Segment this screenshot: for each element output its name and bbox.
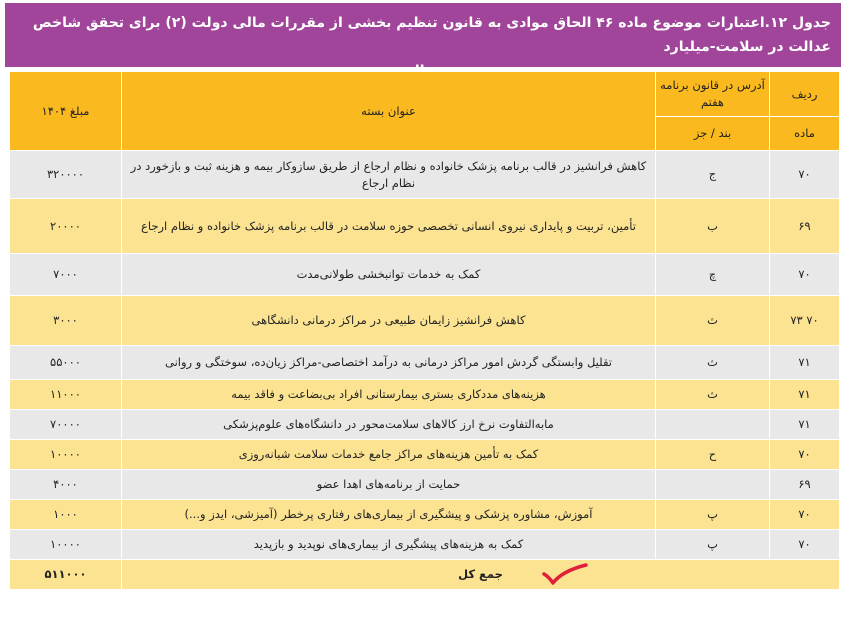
table-row (10, 440, 840, 470)
cell-article: ۷۱ (770, 410, 840, 440)
cell-clause (656, 410, 770, 440)
total-label: جمع کل (122, 560, 840, 590)
cell-package-title: آموزش، مشاوره پزشکی و پیشگیری از بیماری‌های رفتاری پرخطر (آمیزشی، ایدز و...) (122, 500, 656, 530)
cell-article: ۶۹ (770, 199, 840, 254)
cell-article: ۷۰ (770, 151, 840, 199)
header-package-title: عنوان بسته (122, 72, 656, 151)
cell-amount: ۲۰۰۰۰ (10, 199, 122, 254)
cell-clause: ث (656, 346, 770, 380)
cell-clause: ب (656, 199, 770, 254)
cell-amount: ۳۰۰۰ (10, 296, 122, 346)
cell-article: ۷۰ (770, 440, 840, 470)
cell-article: ۷۱ (770, 346, 840, 380)
table-row (10, 380, 840, 410)
cell-article: ۷۰ (770, 500, 840, 530)
cell-clause: پ (656, 530, 770, 560)
cell-amount: ۷۰۰۰ (10, 254, 122, 296)
cell-amount: ۱۰۰۰ (10, 500, 122, 530)
table-row (10, 151, 840, 199)
cell-package-title: کمک به خدمات توانبخشی طولانی‌مدت (122, 254, 656, 296)
cell-article: ۷۰ (770, 254, 840, 296)
cell-article: ۷۰ (770, 530, 840, 560)
total-amount: ۵۱۱۰۰۰ (10, 560, 122, 590)
cell-clause: ج (656, 151, 770, 199)
table-row (10, 410, 840, 440)
cell-package-title: تقلیل وابستگی گردش امور مراکز درمانی به درآمد اختصاصی-مراکز زیان‌ده، سوختگی و روانی (122, 346, 656, 380)
cell-clause: ح (656, 440, 770, 470)
cell-amount: ۴۰۰۰ (10, 470, 122, 500)
cell-article: ۷۰ ۷۳ (770, 296, 840, 346)
header-clause: بند / جز (656, 117, 770, 151)
cell-amount: ۱۱۰۰۰ (10, 380, 122, 410)
cell-package-title: تأمین، تربیت و پایداری نیروی انسانی تخصصی حوزه سلامت در قالب برنامه پزشک خانواده و نظام ارجاع (122, 199, 656, 254)
table-row (10, 254, 840, 296)
cell-amount: ۱۰۰۰۰ (10, 530, 122, 560)
cell-package-title: کاهش فرانشیز زایمان طبیعی در مراکز درمانی دانشگاهی (122, 296, 656, 346)
credits-table (9, 71, 840, 590)
cell-clause (656, 470, 770, 500)
cell-clause: پ (656, 500, 770, 530)
table-row (10, 346, 840, 380)
table-caption (5, 3, 841, 67)
table-row (10, 530, 840, 560)
table-row (10, 199, 840, 254)
header-amount: مبلغ ۱۴۰۴ (10, 72, 122, 151)
cell-amount: ۳۲۰۰۰۰ (10, 151, 122, 199)
cell-amount: ۱۰۰۰۰ (10, 440, 122, 470)
cell-clause: ث (656, 380, 770, 410)
total-row (10, 560, 840, 590)
cell-amount: ۵۵۰۰۰ (10, 346, 122, 380)
cell-package-title: هزینه‌های مددکاری بستری بیمارستانی افراد بی‌بضاعت و فاقد بیمه (122, 380, 656, 410)
cell-article: ۷۱ (770, 380, 840, 410)
cell-amount: ۷۰۰۰۰ (10, 410, 122, 440)
header-row-no: ردیف (770, 72, 840, 117)
table-row (10, 470, 840, 500)
cell-clause: ث (656, 296, 770, 346)
checkmark-icon (542, 562, 588, 586)
cell-package-title: کمک به تأمین هزینه‌های مراکز جامع خدمات سلامت شبانه‌روزی (122, 440, 656, 470)
cell-package-title: مابه‌التفاوت نرخ ارز کالاهای سلامت‌محور در دانشگاه‌های علوم‌پزشکی (122, 410, 656, 440)
caption-line-1: جدول ۱۲.اعتبارات موضوع ماده ۴۶ الحاق موادی به قانون تنظیم بخشی از مقررات مالی دولت (۲) برای تحقق شاخص عدالت در سلامت-میلیارد (32, 15, 831, 55)
cell-package-title: حمایت از برنامه‌های اهدا عضو (122, 470, 656, 500)
cell-clause: چ (656, 254, 770, 296)
cell-package-title: کاهش فرانشیز در قالب برنامه پزشک خانواده و نظام ارجاع از طریق سازوکار بیمه و هزینه ثبت و بازخورد در نظام ارجاع (122, 151, 656, 199)
header-article: ماده (770, 117, 840, 151)
cell-package-title: کمک به هزینه‌های پیشگیری از بیماری‌های نوپدید و بازپدید (122, 530, 656, 560)
header-address: آدرس در قانون برنامه هفتم (656, 72, 770, 117)
cell-article: ۶۹ (770, 470, 840, 500)
table-row (10, 296, 840, 346)
table-row (10, 500, 840, 530)
